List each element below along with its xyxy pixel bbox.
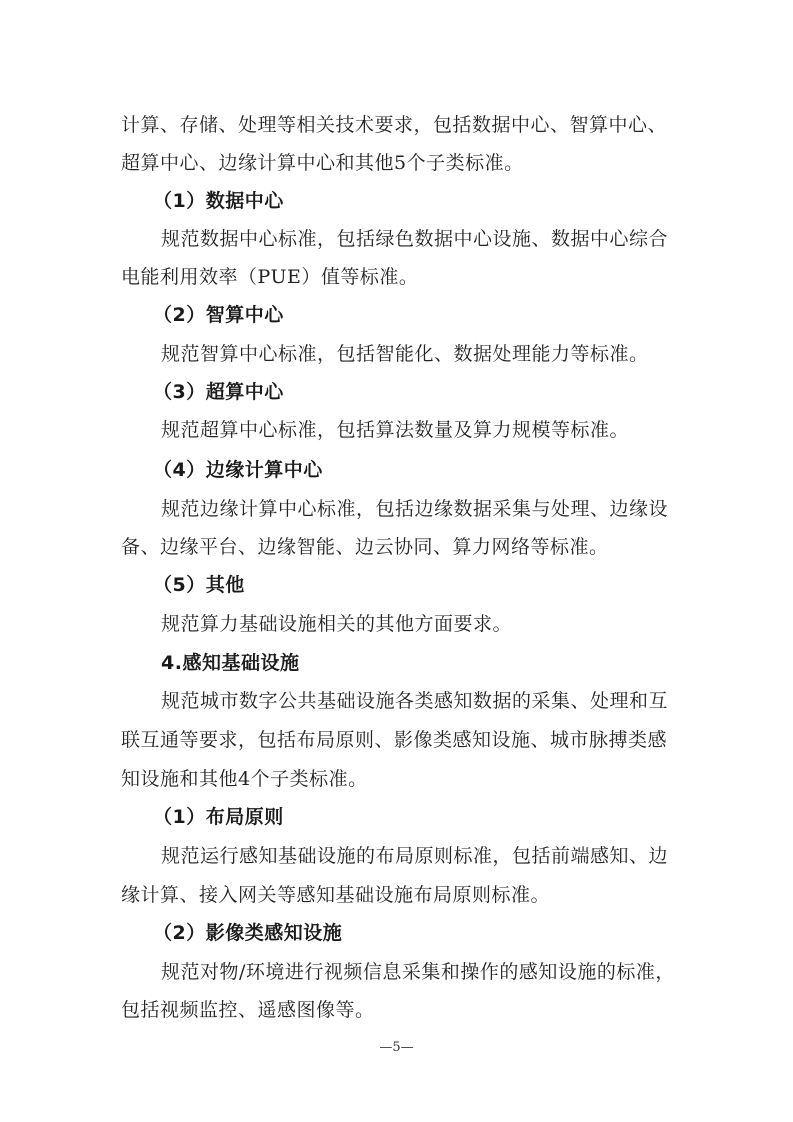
- section-heading: （2）智算中心: [153, 304, 284, 326]
- body-text-line: 规范运行感知基础设施的布局原则标准，包括前端感知、边: [161, 845, 669, 867]
- section-heading: （3）超算中心: [153, 381, 284, 403]
- body-text-line: 规范数据中心标准，包括绿色数据中心设施、数据中心综合: [161, 228, 669, 250]
- body-text-line: 计算、存储、处理等相关技术要求，包括数据中心、智算中心、: [121, 114, 668, 136]
- body-text-line: 规范对物/环境进行视频信息采集和操作的感知设施的标准，: [161, 961, 675, 983]
- section-heading: （1）数据中心: [153, 190, 284, 212]
- body-text-line: 超算中心、边缘计算中心和其他5个子类标准。: [121, 152, 524, 174]
- body-text-line: 规范智算中心标准，包括智能化、数据处理能力等标准。: [161, 343, 649, 365]
- body-text-line: 规范超算中心标准，包括算法数量及算力规模等标准。: [161, 419, 630, 441]
- body-text-line: 包括视频监控、遥感图像等。: [121, 999, 375, 1021]
- body-text-line: 电能利用效率（PUE）值等标准。: [121, 266, 419, 288]
- body-text-line: 规范算力基础设施相关的其他方面要求。: [161, 613, 513, 635]
- page-number: —5—: [379, 1040, 414, 1055]
- chapter-heading: 4.感知基础设施: [161, 652, 300, 674]
- body-text-line: 知设施和其他4个子类标准。: [121, 768, 368, 790]
- body-text-line: 规范城市数字公共基础设施各类感知数据的采集、处理和互: [161, 690, 669, 712]
- body-text-line: 规范边缘计算中心标准，包括边缘数据采集与处理、边缘设: [161, 498, 669, 520]
- section-heading: （1）布局原则: [153, 806, 284, 828]
- section-heading: （5）其他: [153, 574, 245, 596]
- body-text-line: 联互通等要求，包括布局原则、影像类感知设施、城市脉搏类感: [121, 729, 668, 751]
- section-heading: （4）边缘计算中心: [153, 459, 323, 481]
- body-text-line: 缘计算、接入网关等感知基础设施布局原则标准。: [121, 884, 551, 906]
- section-heading: （2）影像类感知设施: [153, 922, 343, 944]
- body-text-line: 备、边缘平台、边缘智能、边云协同、算力网络等标准。: [121, 536, 609, 558]
